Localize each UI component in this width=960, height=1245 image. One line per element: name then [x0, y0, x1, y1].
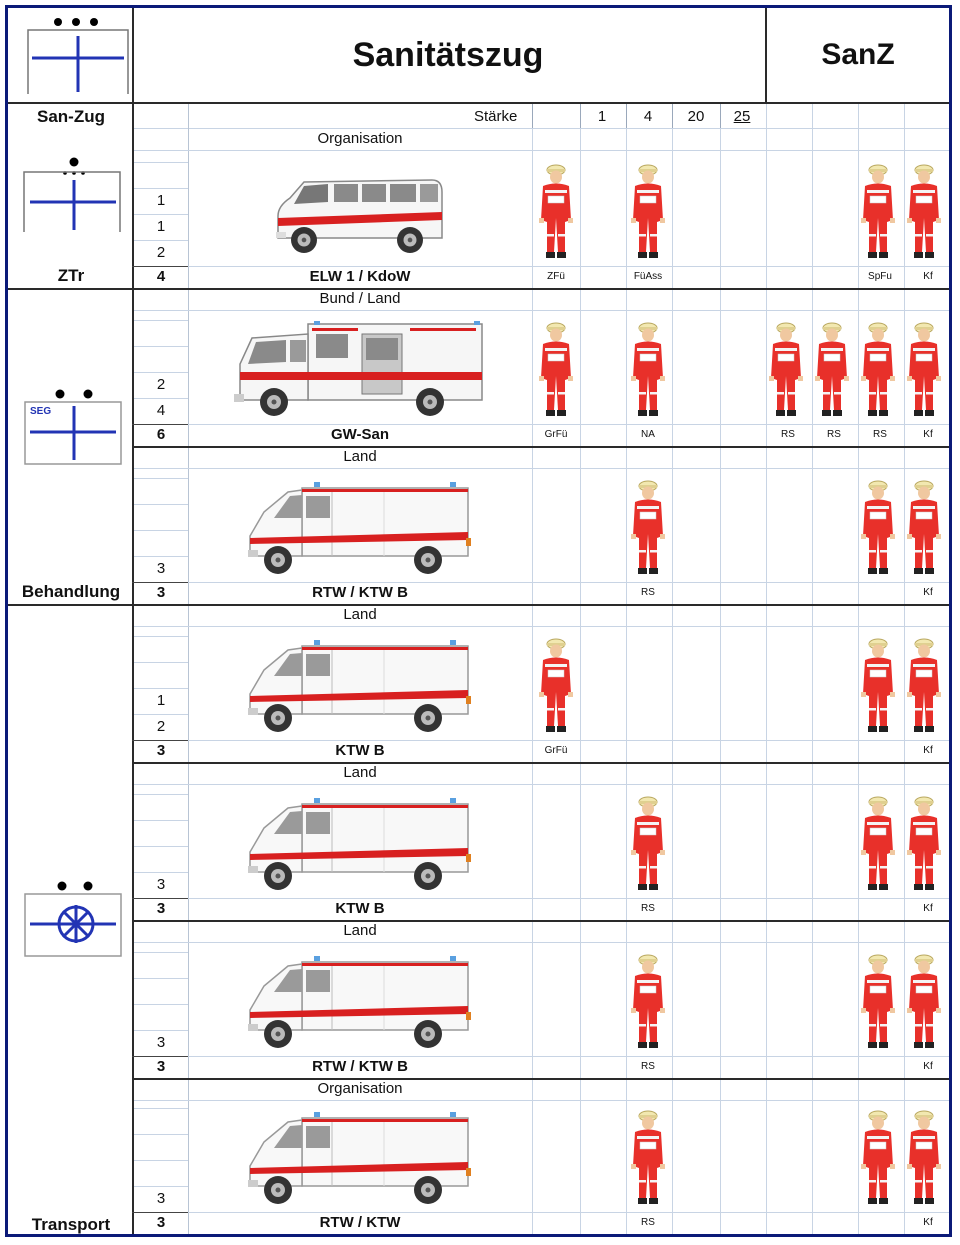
- crew-member-figure: [534, 162, 578, 262]
- unit-label: San-Zug: [37, 107, 105, 126]
- crew-member-figure: [856, 636, 900, 736]
- strength-value: 25: [733, 108, 751, 125]
- crew-role-label: SpFu: [868, 271, 892, 282]
- crew-member-figure: [902, 952, 946, 1052]
- crew-member-figure: [856, 952, 900, 1052]
- vehicle-organisation: Organisation: [317, 130, 403, 147]
- crew-member-figure: [626, 320, 670, 420]
- crew-member-figure: [902, 794, 946, 894]
- vehicle-name: RTW / KTW B: [312, 1058, 408, 1075]
- vehicle-strength-total: 3: [156, 742, 166, 759]
- group-name-ztr: ZTr: [57, 266, 85, 285]
- crew-member-figure: [856, 478, 900, 578]
- vehicle-strength-total: 3: [156, 1214, 166, 1231]
- vehicle-strength-part: 2: [156, 376, 166, 393]
- crew-member-figure: [856, 794, 900, 894]
- crew-member-figure: [626, 162, 670, 262]
- vehicle-organisation: Bund / Land: [319, 290, 401, 307]
- crew-role-label: Kf: [923, 1061, 933, 1072]
- vehicle-strength-part: 3: [156, 1190, 166, 1207]
- vehicle-strength-part: 3: [156, 560, 166, 577]
- vehicle-organisation: Land: [343, 606, 377, 623]
- crew-member-figure: [810, 320, 854, 420]
- crew-member-figure: [534, 636, 578, 736]
- crew-role-label: Kf: [923, 429, 933, 440]
- vehicle-strength-total: 3: [156, 1058, 166, 1075]
- crew-member-figure: [856, 162, 900, 262]
- vehicle-strength-part: 3: [156, 1034, 166, 1051]
- crew-role-label: RS: [827, 429, 841, 440]
- crew-member-figure: [626, 1108, 670, 1208]
- strength-value: 20: [687, 108, 705, 125]
- crew-role-label: NA: [641, 429, 655, 440]
- vehicle-name: RTW / KTW: [319, 1214, 401, 1231]
- vehicle-strength-part: 3: [156, 876, 166, 893]
- vehicle-icon: [270, 172, 450, 262]
- crew-role-label: Kf: [923, 903, 933, 914]
- vehicle-organisation: Land: [343, 922, 377, 939]
- crew-role-label: GrFü: [544, 745, 568, 756]
- vehicle-name: KTW B: [335, 900, 385, 917]
- crew-member-figure: [902, 162, 946, 262]
- group-name-transport: Transport: [31, 1215, 111, 1234]
- crew-member-figure: [902, 320, 946, 420]
- vehicle-icon: [244, 794, 476, 894]
- vehicle-name: RTW / KTW B: [312, 584, 408, 601]
- crew-role-label: ZFü: [547, 271, 565, 282]
- crew-member-figure: [626, 478, 670, 578]
- crew-member-figure: [626, 794, 670, 894]
- vehicle-strength-part: 1: [156, 192, 166, 209]
- crew-role-label: Kf: [923, 1217, 933, 1228]
- strength-value: 1: [597, 108, 607, 125]
- crew-role-label: RS: [781, 429, 795, 440]
- vehicle-icon: [244, 636, 476, 736]
- strength-value: 4: [643, 108, 653, 125]
- crew-member-figure: [856, 1108, 900, 1208]
- page-title: Sanitätszug: [352, 36, 544, 74]
- vehicle-strength-part: 2: [156, 718, 166, 735]
- vehicle-name: GW-San: [330, 426, 390, 443]
- vehicle-name: KTW B: [335, 742, 385, 759]
- vehicle-icon: [230, 320, 490, 420]
- crew-role-label: FüAss: [633, 271, 663, 282]
- vehicle-strength-part: 1: [156, 692, 166, 709]
- vehicle-strength-total: 3: [156, 584, 166, 601]
- seg-symbol-label: SEG: [30, 406, 52, 417]
- vehicle-strength-part: 2: [156, 244, 166, 261]
- vehicle-organisation: Organisation: [317, 1080, 403, 1097]
- trupp-symbol: [20, 156, 124, 236]
- vehicle-name: ELW 1 / KdoW: [309, 268, 411, 285]
- vehicle-icon: [244, 1108, 476, 1208]
- group-name-behandlung: Behandlung: [21, 582, 121, 601]
- crew-role-label: Kf: [923, 745, 933, 756]
- crew-member-figure: [626, 952, 670, 1052]
- vehicle-strength-total: 4: [156, 268, 166, 285]
- crew-member-figure: [902, 1108, 946, 1208]
- crew-member-figure: [764, 320, 808, 420]
- vehicle-strength-total: 3: [156, 900, 166, 917]
- vehicle-organisation: Land: [343, 764, 377, 781]
- crew-member-figure: [902, 636, 946, 736]
- crew-role-label: RS: [641, 1217, 655, 1228]
- zug-symbol-header: [22, 16, 134, 98]
- organization-chart: [5, 5, 952, 1237]
- vehicle-strength-part: 1: [156, 218, 166, 235]
- crew-role-label: RS: [641, 587, 655, 598]
- vehicle-strength-total: 6: [156, 426, 166, 443]
- crew-member-figure: [856, 320, 900, 420]
- vehicle-icon: [244, 478, 476, 578]
- crew-role-label: Kf: [923, 271, 933, 282]
- unit-abbreviation: SanZ: [821, 38, 895, 71]
- vehicle-organisation: Land: [343, 448, 377, 465]
- crew-role-label: RS: [641, 1061, 655, 1072]
- vehicle-strength-part: 4: [156, 402, 166, 419]
- crew-role-label: GrFü: [544, 429, 568, 440]
- crew-member-figure: [534, 320, 578, 420]
- crew-role-label: RS: [641, 903, 655, 914]
- seg-symbol: [22, 386, 126, 466]
- vehicle-icon: [244, 952, 476, 1052]
- transport-symbol: [22, 878, 126, 958]
- crew-role-label: RS: [873, 429, 887, 440]
- crew-member-figure: [902, 478, 946, 578]
- crew-role-label: Kf: [923, 587, 933, 598]
- strength-label: Stärke: [474, 108, 518, 125]
